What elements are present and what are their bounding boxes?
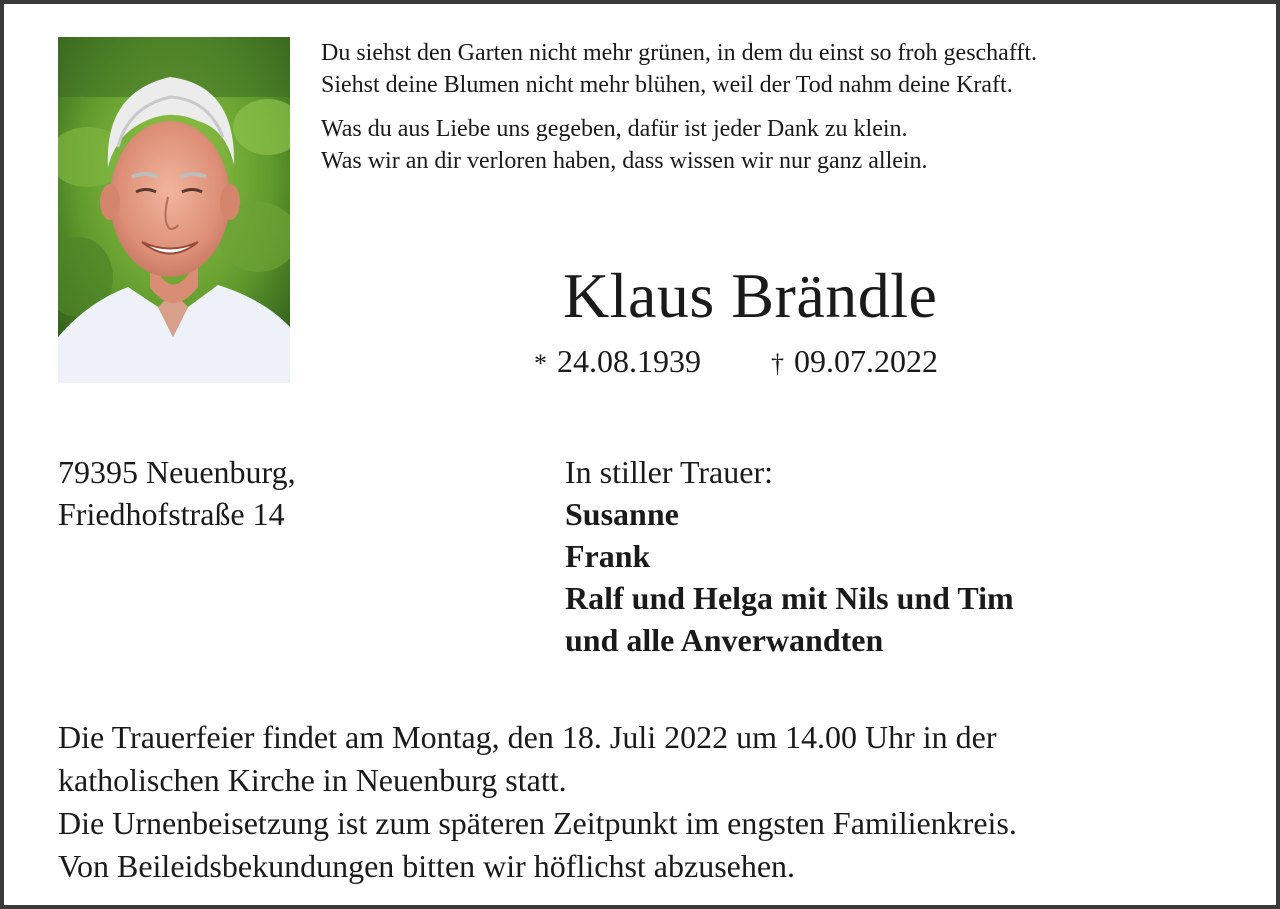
portrait-photo xyxy=(58,37,290,383)
life-dates xyxy=(534,341,938,384)
death-date-group xyxy=(771,341,938,384)
verse-stanza xyxy=(321,37,1037,101)
address-line: 79395 Neuenburg, xyxy=(58,454,296,490)
notice-line: Von Beileidsbekundungen bitten wir höflichst abzusehen. xyxy=(58,848,796,884)
birth-date: 24.08.1939 xyxy=(557,343,701,379)
mourner-name: Susanne xyxy=(565,496,679,532)
birth-date-group xyxy=(534,341,701,384)
funeral-notice xyxy=(58,716,1017,888)
mourners-list xyxy=(565,451,1014,661)
notice-line: katholischen Kirche in Neuenburg statt. xyxy=(58,762,567,798)
portrait-image xyxy=(58,37,290,383)
verse-line: Was wir an dir verloren haben, dass wissen wir nur ganz allein. xyxy=(321,148,928,174)
memorial-verse xyxy=(321,37,1037,189)
death-date: 09.07.2022 xyxy=(794,343,938,379)
mourner-name: und alle Anverwandten xyxy=(565,622,884,658)
family-address xyxy=(58,451,296,535)
address-line: Friedhofstraße 14 xyxy=(58,496,285,532)
notice-line: Die Urnenbeisetzung ist zum späteren Zeitpunkt im engsten Familienkreis. xyxy=(58,805,1017,841)
notice-line: Die Trauerfeier findet am Montag, den 18. Juli 2022 um 14.00 Uhr in der xyxy=(58,719,997,755)
verse-line: Was du aus Liebe uns gegeben, dafür ist jeder Dank zu klein. xyxy=(321,116,908,142)
mourning-intro: In stiller Trauer: xyxy=(565,454,773,490)
verse-line: Du siehst den Garten nicht mehr grünen, in dem du einst so froh geschafft. xyxy=(321,40,1038,66)
mourner-name: Ralf und Helga mit Nils und Tim xyxy=(565,580,1014,616)
verse-stanza xyxy=(321,113,1037,177)
birth-star-icon: * xyxy=(534,349,547,378)
deceased-name: Klaus Brändle xyxy=(563,260,938,331)
verse-line: Siehst deine Blumen nicht mehr blühen, weil der Tod nahm deine Kraft. xyxy=(321,72,1013,98)
mourner-name: Frank xyxy=(565,538,651,574)
death-cross-icon: † xyxy=(771,349,784,378)
